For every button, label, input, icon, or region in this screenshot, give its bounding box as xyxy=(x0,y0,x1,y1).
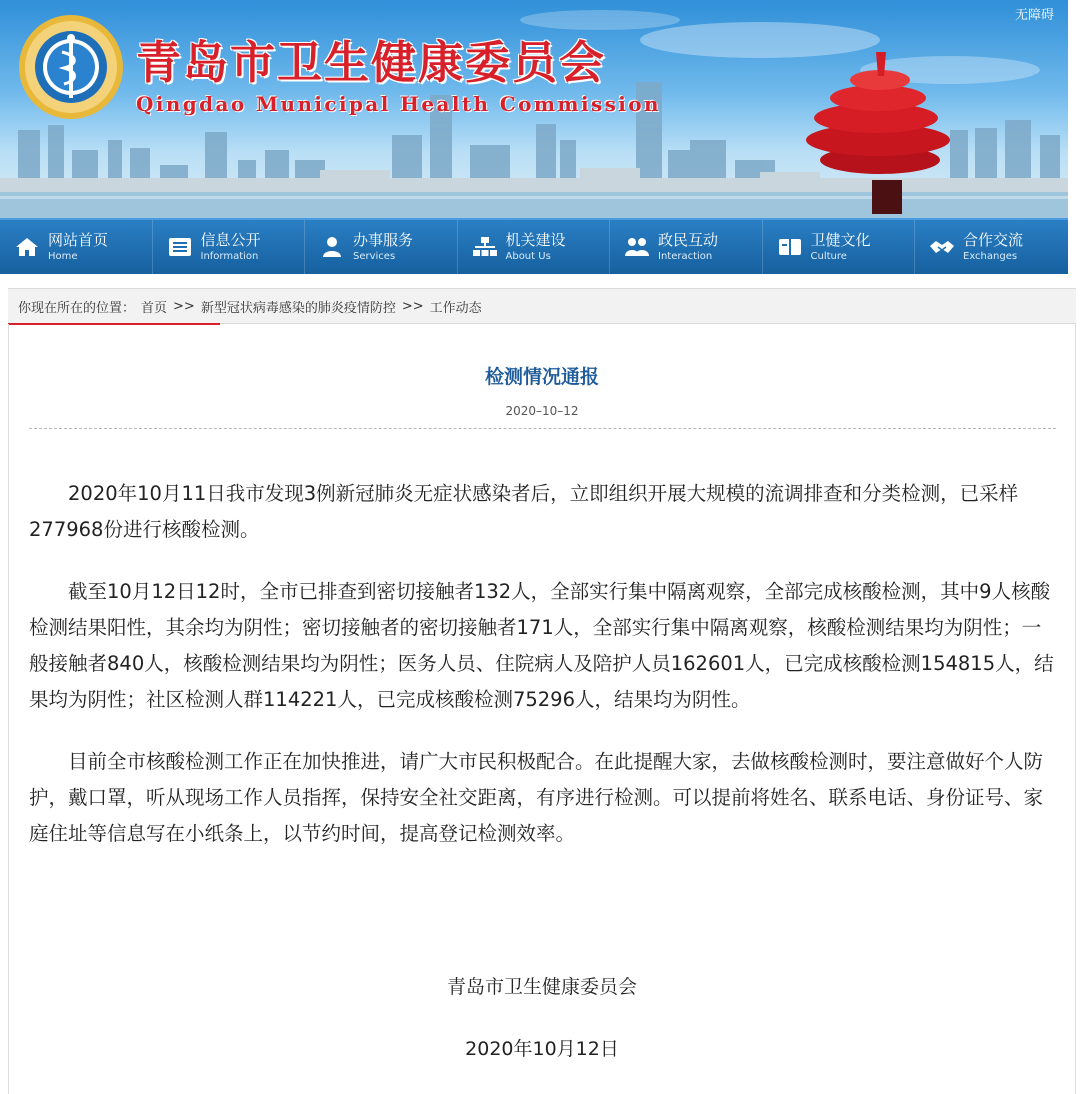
nav-label: 合作交流 xyxy=(963,230,1024,249)
nav-item-interaction[interactable] xyxy=(610,220,763,274)
nav-label: 机关建设 xyxy=(505,230,566,249)
breadcrumb xyxy=(8,288,1076,324)
breadcrumb-prefix: 你现在所在的位置： xyxy=(18,300,136,316)
nav-item-culture[interactable] xyxy=(763,220,916,274)
commission-logo xyxy=(18,14,124,120)
nav-sublabel: Culture xyxy=(810,250,847,262)
list-icon xyxy=(167,236,193,258)
nav-sublabel: Information xyxy=(200,250,259,262)
site-banner xyxy=(0,0,1068,218)
nav-label: 网站首页 xyxy=(48,230,109,249)
site-title: 青岛市卫生健康委员会 xyxy=(136,36,607,89)
article-paragraph: 截至10月12日12时，全市已排查到密切接触者132人，全部实行集中隔离观察，全部完成核酸检测，其中9人核酸检测结果阳性，其余均为阴性；密切接触者的密切接触者171人，全部实行集中隔离观察，核酸检测结果均为阴性；一般接触者840人，核酸检测结果均为阴性；医务人员、住院病人及陪护人员162601人，已完成核酸检测154815人，结果均为阴性；社区检测人群114221人，已完成核酸检测75296人，结果均为阴性。 xyxy=(29,580,1054,711)
nav-sublabel: Exchanges xyxy=(963,250,1018,262)
nav-item-exchanges[interactable] xyxy=(915,220,1068,274)
main-nav xyxy=(0,218,1068,274)
article-body xyxy=(29,476,1059,878)
person-icon xyxy=(319,236,345,258)
nav-label: 政民互动 xyxy=(658,230,719,249)
article-divider xyxy=(29,428,1056,429)
article-date: 2020–10–12 xyxy=(505,404,579,418)
nav-sublabel: Home xyxy=(48,250,78,262)
nav-label: 办事服务 xyxy=(353,230,414,249)
article-paragraph: 目前全市核酸检测工作正在加快推进，请广大市民积极配合。在此提醒大家，去做核酸检测时，要注意做好个人防护，戴口罩，听从现场工作人员指挥，保持安全社交距离，有序进行检测。可以提前将姓名、联系电话、身份证号、家庭住址等信息写在小纸条上，以节约时间，提高登记检测效率。 xyxy=(29,750,1044,845)
nav-item-services[interactable] xyxy=(305,220,458,274)
signature-organization: 青岛市卫生健康委员会 xyxy=(446,976,637,998)
breadcrumb-home-link[interactable]: 首页 xyxy=(141,300,168,316)
nav-sublabel: About Us xyxy=(505,250,551,262)
signature-date: 2020年10月12日 xyxy=(465,1038,619,1060)
nav-item-home[interactable] xyxy=(0,220,153,274)
home-icon xyxy=(14,236,40,258)
org-chart-icon xyxy=(472,236,498,258)
book-icon xyxy=(777,236,803,258)
nav-sublabel: Services xyxy=(353,250,396,262)
nav-item-about[interactable] xyxy=(458,220,611,274)
breadcrumb-work-news-link[interactable]: 工作动态 xyxy=(429,300,482,316)
accessibility-link[interactable]: 无障碍 xyxy=(1014,8,1054,23)
breadcrumb-covid-link[interactable]: 新型冠状病毒感染的肺炎疫情防控 xyxy=(200,300,396,316)
nav-label: 卫健文化 xyxy=(810,230,871,249)
nav-item-information[interactable] xyxy=(153,220,306,274)
article-title: 检测情况通报 xyxy=(484,366,599,388)
nav-label: 信息公开 xyxy=(200,230,261,249)
article xyxy=(8,324,1076,1094)
nav-sublabel: Interaction xyxy=(658,250,713,262)
people-icon xyxy=(624,236,650,258)
breadcrumb-separator: >> xyxy=(401,298,424,314)
article-paragraph: 2020年10月11日我市发现3例新冠肺炎无症状感染者后，立即组织开展大规模的流调排查和分类检测，已采样277968份进行核酸检测。 xyxy=(29,482,1019,541)
breadcrumb-separator: >> xyxy=(173,298,195,314)
handshake-icon xyxy=(929,236,955,258)
site-title-english: Qingdao Municipal Health Commission xyxy=(136,92,661,116)
